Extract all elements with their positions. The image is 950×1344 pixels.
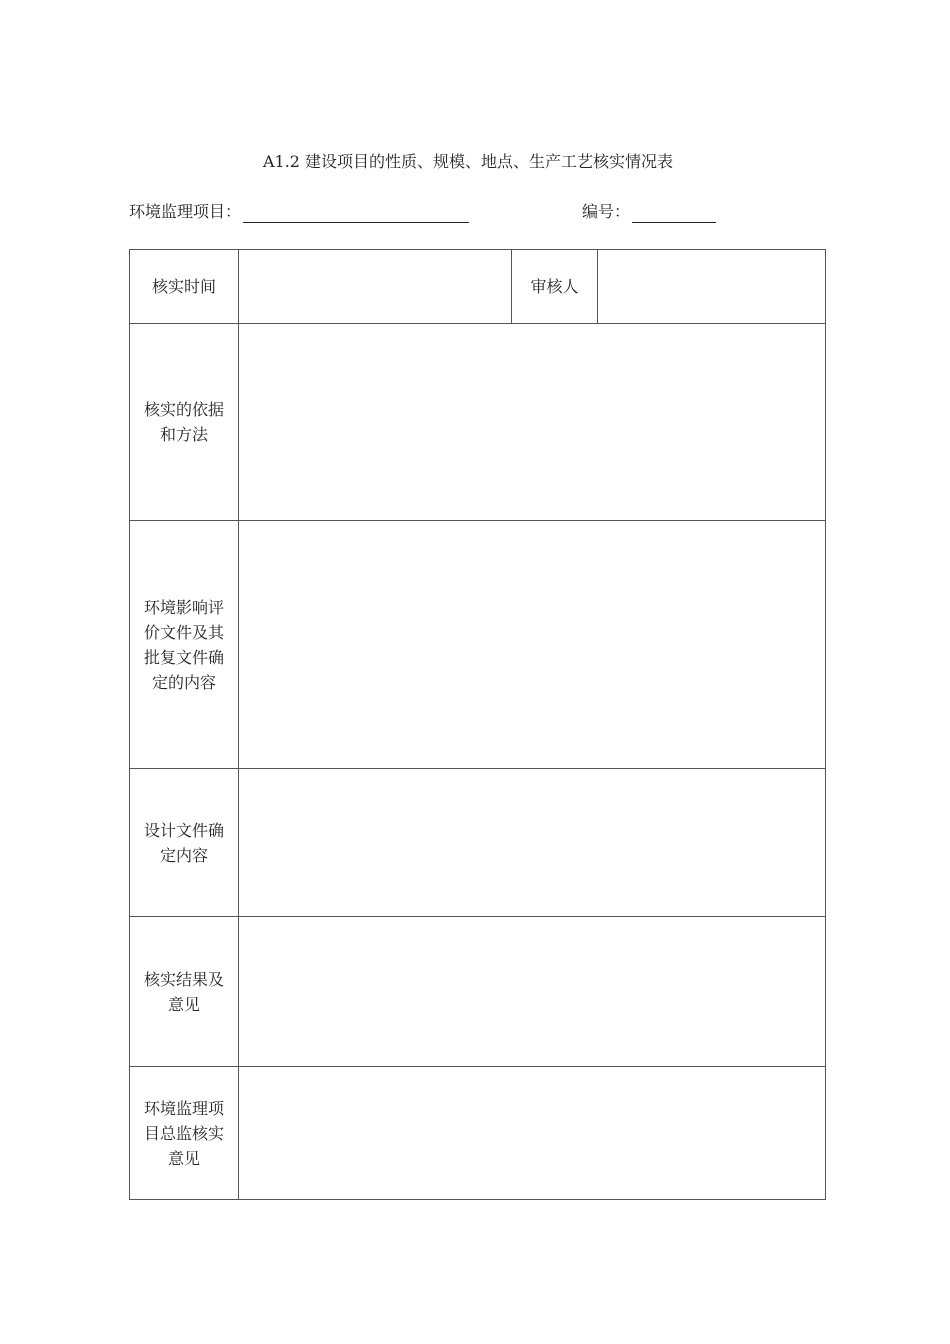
table-row bbox=[130, 521, 826, 769]
row-content-chief-opinion[interactable] bbox=[239, 1067, 826, 1200]
row-content-eia-content[interactable] bbox=[239, 521, 826, 769]
row-content-design-content[interactable] bbox=[239, 769, 826, 917]
row-label-text: 核实结果及意见 bbox=[143, 969, 224, 1014]
row-label-design-content bbox=[130, 769, 239, 917]
project-blank-line[interactable] bbox=[243, 204, 469, 223]
row-label-eia-content bbox=[130, 521, 239, 769]
reviewer-cell[interactable] bbox=[598, 250, 826, 324]
row-label-text: 环境影响评价文件及其批复文件确定的内容 bbox=[143, 597, 224, 692]
verification-table bbox=[129, 249, 826, 1200]
row-label-text: 核实的依据和方法 bbox=[143, 400, 224, 444]
project-label: 环境监理项目： bbox=[129, 202, 242, 221]
header-row bbox=[130, 250, 826, 324]
table-row bbox=[130, 324, 826, 521]
number-blank-line[interactable] bbox=[632, 204, 716, 223]
project-field bbox=[129, 201, 469, 223]
row-label-text: 设计文件确定内容 bbox=[143, 820, 224, 865]
reviewer-label: 审核人 bbox=[512, 250, 598, 324]
row-content-result-opinion[interactable] bbox=[239, 917, 826, 1067]
row-content-basis-method[interactable] bbox=[239, 324, 826, 521]
verification-time-label: 核实时间 bbox=[130, 250, 239, 324]
number-label: 编号： bbox=[582, 202, 631, 221]
verification-time-cell[interactable] bbox=[239, 250, 512, 324]
table-row bbox=[130, 917, 826, 1067]
row-label-basis-method bbox=[130, 324, 239, 521]
table-row bbox=[130, 769, 826, 917]
row-label-text: 环境监理项目总监核实意见 bbox=[143, 1098, 224, 1168]
row-label-result-opinion bbox=[130, 917, 239, 1067]
row-label-chief-opinion bbox=[130, 1067, 239, 1200]
page-title: A1.2 建设项目的性质、规模、地点、生产工艺核实情况表 bbox=[262, 152, 674, 171]
number-field bbox=[582, 201, 716, 223]
table-row bbox=[130, 1067, 826, 1200]
